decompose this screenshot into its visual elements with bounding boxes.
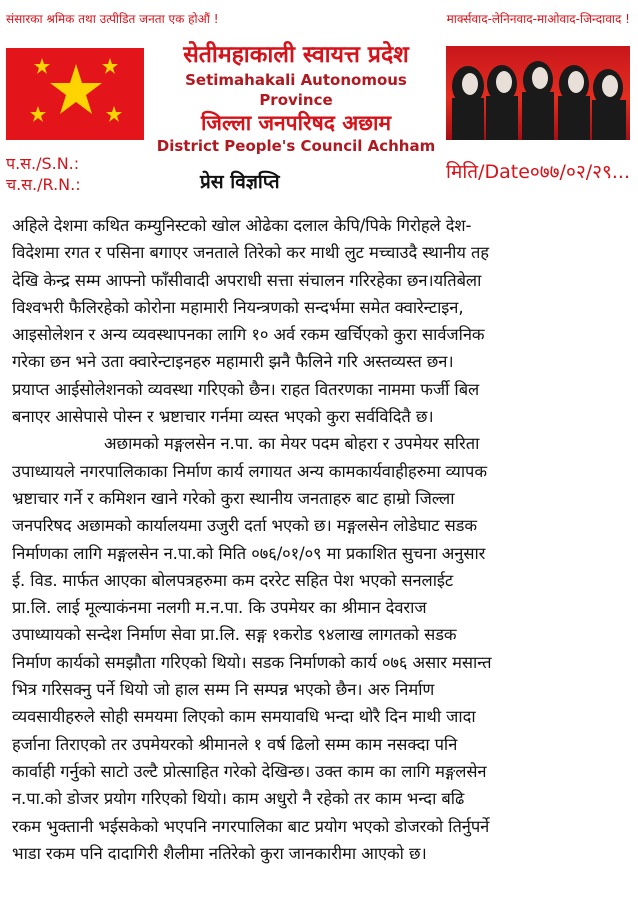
body-line: भाडा रकम पनि दादागिरी शैलीमा नतिरेको कुरा जानकारीमा आएको छ। [12,843,427,863]
body-line: हर्जाना तिराएको तर उपमेयरको श्रीमानले १ वर्ष ढिलो सम्म काम नसक्दा पनि [12,734,458,754]
body-line: व्यवसायीहरुले सोही समयमा लिएको काम समयावधि भन्दा थोरै दिन माथी जादा [12,707,476,727]
body-line: निर्माणका लागि मङ्गलसेन न.पा.को मिति ०७६/०१/०९ मा प्रकाशित सुचना अनुसार [12,543,486,563]
date-label: मिति/Date [446,161,530,183]
body-line: उपाध्यायको सन्देश निर्माण सेवा प्रा.लि. सङ्ग १करोड ९४लाख लागतको सडक [12,625,457,645]
body-line: ई. विड. मार्फत आएका बोलपत्रहरुमा कम दररेट सहित पेश भएको सनलाईट [12,570,454,590]
date-field: मिति/Date०७७/०२/२९... [446,161,630,183]
serial-number-label: प.स./S.N.: [6,154,80,173]
document-meta [0,152,638,197]
body-line: उपाध्यायले नगरपालिकाका निर्माण कार्य लगायत अन्य कामकार्यवाहीहरुमा व्यापक [12,461,487,481]
body-line: न.पा.को डोजर प्रयोग गरिएको थियो। काम अधुरो नै रहेको तर काम भन्दा बढि [12,789,465,809]
press-release-heading: प्रेस विज्ञप्ति [200,171,280,193]
council-nepali: जिल्ला जनपरिषद अछाम [200,111,392,135]
body-line: आइसोलेशन र अन्य व्यवस्थापनका लागि १० अर्व रकम खर्चिएको कुरा सार्वजनिक [12,325,485,345]
body-line: विश्वभरी फैलिरहेको कोरोना महामारी नियन्त्रणको सन्दर्भमा समेत क्वारेन्टाइन, [12,297,464,317]
body-line: कार्वाही गर्नुको साटो उल्टै प्रोत्साहित गरेको देखिन्छ। उक्त काम का लागि मङ्गलसेन [12,761,487,781]
body-line: रकम भुक्तानी भईसकेको भएपनि नगरपालिका बाट प्रयोग भएको डोजरको तिर्नुपर्ने [12,816,490,836]
body-line: भित्र गरिसक्नु पर्ने थियो जो हाल सम्म नि सम्पन्न भएको छैन। अरु निर्माण [12,680,435,700]
letterhead-titles [146,40,446,156]
leaders-portrait-icon [446,46,630,140]
body-line: जनपरिषद अछामको कार्यालयमा उजुरी दर्ता भएको छ। मङ्गलसेन लोडेघाट सडक [12,516,477,536]
date-value: ०७७/०२/२९ [529,161,612,183]
body-line: अछामको मङ्गलसेन न.पा. का मेयर पदम बोहरा र उपमेयर सरिता [104,434,480,454]
press-release-body [12,212,628,867]
title-nepali: सेतीमहाकाली स्वायत्त प्रदेश [183,42,409,68]
title-english: Setimahakali Autonomous Province [185,71,407,109]
body-line: प्रा.लि. लाई मूल्याकंनमा नलगी म.न.पा. कि उपमेयर का श्रीमान देवराज [12,598,427,618]
body-line: प्रयाप्त आईसोलेशनको व्यवस्था गरिएको छैन। राहत वितरणका नाममा फर्जी बिल [12,379,480,399]
body-line: देखि केन्द्र सम्म आफ्नो फाँसीवादी अपराधी सत्ता संचालन गरिरहेका छन।यतिबेला [12,270,482,290]
council-english: District People's Council Achham [156,137,436,155]
slogan-right: मार्क्सवाद-लेनिनवाद-माओवाद-जिन्दावाद ! [446,12,630,26]
body-line: गरेका छन भने उता क्वारेन्टाइनहरु महामारी झनै फैलिने गरि अस्तव्यस्त छन। [12,352,454,372]
letterhead [0,40,638,155]
reference-number-label: च.स./R.N.: [6,175,81,194]
body-line: अहिले देशमा कथित कम्युनिस्टको खोल ओढेका दलाल केपि/पिके गिरोहले देश- [12,216,472,235]
body-line: बनाएर आसेपासे पोस्न र भ्रष्टाचार गर्नमा व्यस्त भएको कुरा सर्वविदितै छ। [12,407,434,427]
slogan-left: संसारका श्रमिक तथा उत्पीडित जनता एक होऔं ! [6,12,219,26]
body-line: भ्रष्टाचार गर्ने र कमिशन खाने गरेको कुरा स्थानीय जनताहरु बाट हाम्रो जिल्ला [12,488,455,508]
star-flag-icon [6,48,144,140]
body-line: निर्माण कार्यको समझौता गरिएको थियो। सडक निर्माणको कार्य ०७६ असार मसान्त [12,652,492,672]
body-line: विदेशमा रगत र पसिना बगाएर जनताले तिरेको कर माथी लुट मच्चाउदै स्थानीय तह [12,243,489,263]
